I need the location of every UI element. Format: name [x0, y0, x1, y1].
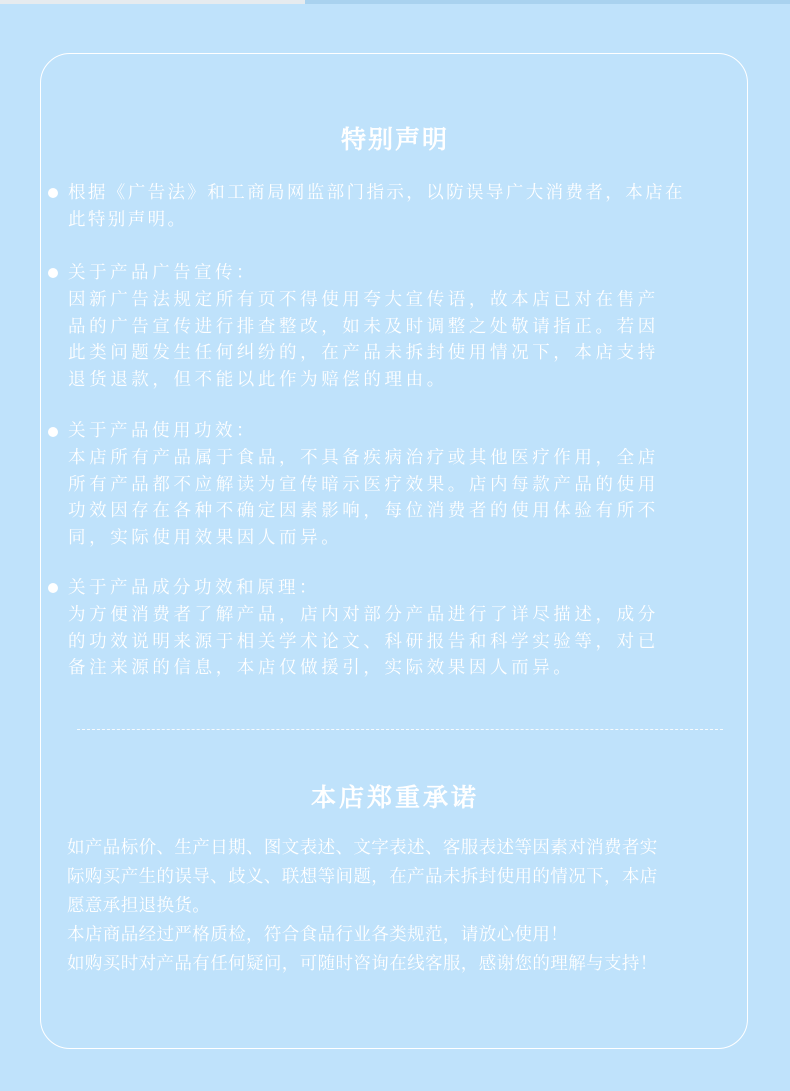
statement-item-1-body — [68, 180, 728, 233]
bullet-dot-icon — [48, 188, 58, 198]
body-line: 因新广告法规定所有页不得使用夸大宣传语，故本店已对在售产 — [68, 290, 659, 310]
body-line: 品的广告宣传进行排查整改，如未及时调整之处敬请指正。若因 — [68, 316, 659, 337]
statement-item-4-body — [68, 602, 728, 682]
body-line: 本店所有产品属于食品，不具备疾病治疗或其他医疗作用，全店 — [68, 448, 659, 468]
section-divider — [77, 729, 723, 730]
statement-item-2-body — [68, 287, 728, 393]
promise-line: 如购买时对产品有任何疑问，可随时咨询在线客服，感谢您的理解与支持！ — [67, 954, 658, 974]
body-line: 功效因存在各种不确定因素影响，每位消费者的使用体验有所不 — [68, 501, 659, 521]
bullet-dot-icon — [48, 268, 58, 278]
statement-item-4-heading: 关于产品成分功效和原理： — [68, 578, 320, 598]
promise-line: 际购买产生的误导、歧义、联想等间题，在产品未拆封使用的情况下，本店 — [67, 867, 658, 887]
statement-item-2-heading: 关于产品广告宣传： — [68, 263, 257, 283]
statement-title: 特别声明 — [340, 125, 449, 154]
top-bar-left — [0, 0, 305, 4]
statement-item-3-body — [68, 445, 728, 551]
body-line: 退货退款，但不能以此作为赔偿的理由。 — [68, 369, 448, 390]
body-line: 根据《广告法》和工商局网监部门指示，以防误导广大消费者，本店在 — [68, 183, 685, 203]
promise-title: 本店郑重承诺 — [310, 783, 479, 812]
bullet-dot-icon — [48, 427, 58, 437]
promise-line: 如产品标价、生产日期、图文表述、文字表述、客服表述等因素对消费者实 — [67, 838, 658, 858]
body-line: 此类问题发生任何纠纷的，在产品未拆封使用情况下，本店支持 — [68, 343, 659, 363]
body-line: 所有产品都不应解读为宣传暗示医疗效果。店内每款产品的使用 — [68, 474, 659, 495]
bullet-dot-icon — [48, 583, 58, 593]
body-line: 的功效说明来源于相关学术论文、科研报告和科学实验等，对已 — [68, 631, 659, 652]
body-line: 备注来源的信息，本店仅做援引，实际效果因人而异。 — [68, 658, 575, 678]
body-line: 此特别声明。 — [68, 209, 188, 230]
body-line: 同，实际使用效果因人而异。 — [68, 527, 343, 548]
top-bar-right — [305, 0, 790, 4]
promise-body — [67, 834, 737, 979]
body-line: 为方便消费者了解产品，店内对部分产品进行了详尽描述，成分 — [68, 605, 659, 625]
promise-line: 愿意承担退换货。 — [67, 896, 211, 916]
top-bar — [0, 0, 790, 4]
promise-line: 本店商品经过严格质检，符合食品行业各类规范，请放心使用！ — [67, 925, 569, 945]
statement-item-3-heading: 关于产品使用功效： — [68, 421, 257, 441]
